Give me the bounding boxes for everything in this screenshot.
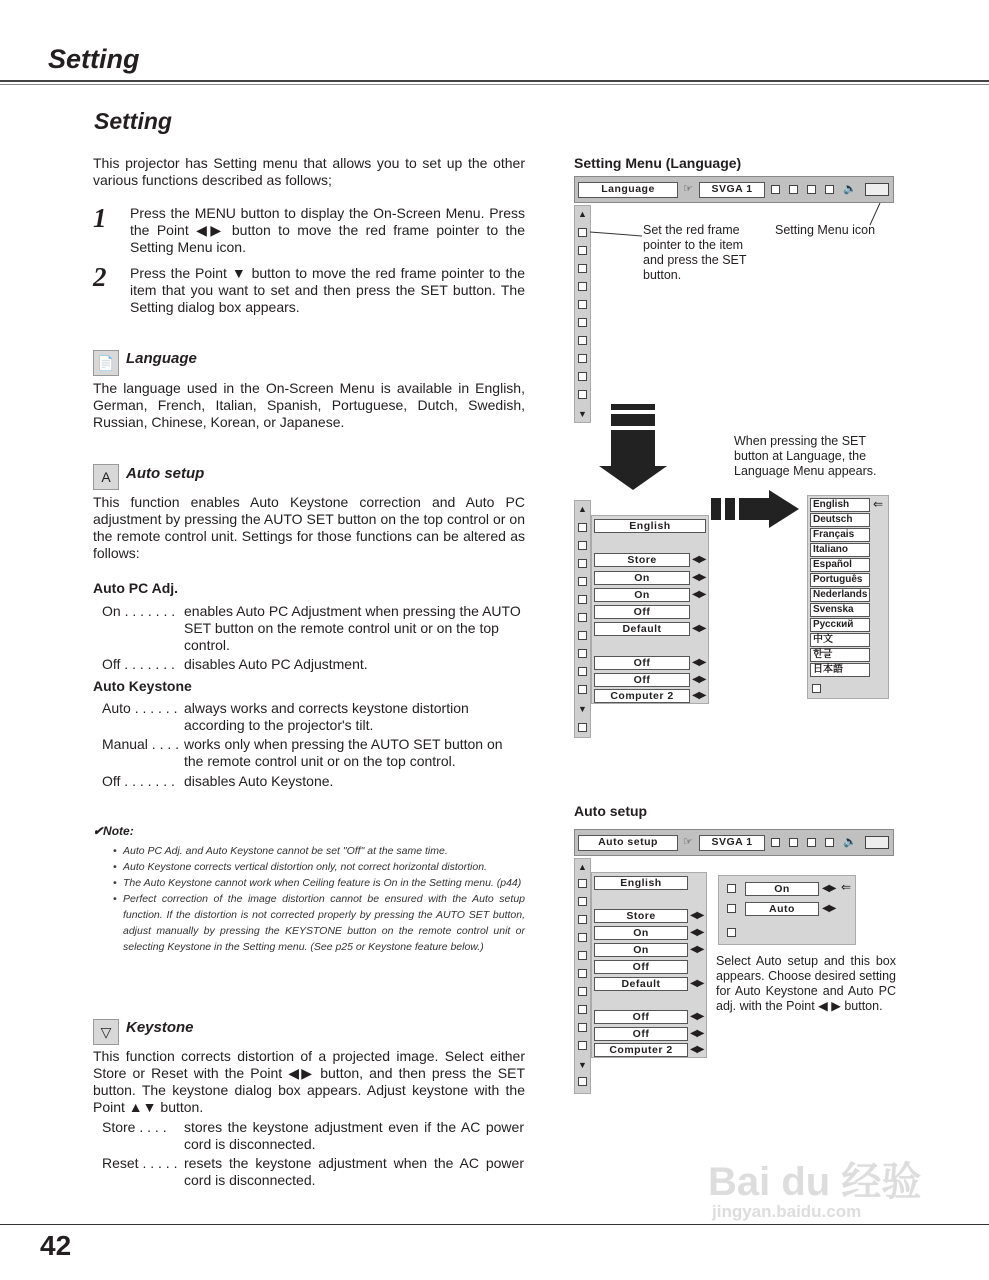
arrow-stripe [725, 498, 735, 520]
note-item: • Auto PC Adj. and Auto Keystone cannot be set "Off" at the same time. [113, 843, 525, 859]
language-option: 中文 [810, 633, 870, 647]
menu-icon [807, 185, 816, 194]
language-option: 日本語 [810, 663, 870, 677]
watermark-brand: Bai du 经验 [708, 1160, 922, 1204]
left-right-arrow-icon: ◀▶ [822, 903, 836, 914]
language-option: Español [810, 558, 870, 572]
left-right-arrow-icon: ◀▶ [692, 623, 706, 634]
language-heading: Language [126, 350, 197, 367]
arrow-shaft [611, 430, 655, 466]
fig1-bar-label: Language [578, 182, 678, 198]
step-2-number: 2 [93, 262, 107, 292]
keystone-icon [727, 904, 736, 913]
left-right-arrow-icon: ◀▶ [690, 927, 704, 938]
menu-icon [578, 390, 587, 399]
step-1-number: 1 [93, 203, 107, 233]
ks-reset-term: Reset . . . . . [102, 1155, 178, 1171]
ks-store-term: Store . . . . [102, 1119, 167, 1135]
menu-icon [771, 185, 780, 194]
menu-icon [578, 723, 587, 732]
menu-icon [578, 951, 587, 960]
menu-icon [578, 933, 587, 942]
fig3-value: Off [594, 960, 688, 974]
keystone-text: This function corrects distortion of a projected image. Select either Store or Reset with the Point ◀▶ button, and then press the SET button. The keystone dialog box appears. Adjust keystone with the Point ▲▼ button. [93, 1048, 525, 1115]
arrow-shaft [739, 498, 769, 520]
menu-icon [578, 667, 587, 676]
note-item: • The Auto Keystone cannot work when Ceiling feature is On in the Setting menu. (p44) [113, 875, 525, 891]
fig3-value: Computer 2 [594, 1043, 688, 1057]
ks-manual-desc: works only when pressing the AUTO SET button on the remote control unit or on the top control. [184, 736, 503, 769]
footer-rule [0, 1224, 989, 1225]
fig3-value: English [594, 876, 688, 890]
fig2-value: Default [594, 622, 690, 636]
exit-icon [812, 684, 821, 693]
menu-icon [578, 336, 587, 345]
left-right-arrow-icon: ◀▶ [692, 657, 706, 668]
menu-icon [578, 282, 587, 291]
fig3-icon-column [574, 858, 591, 1094]
setting-menu-icon [865, 183, 889, 196]
pc-off-term: Off . . . . . . . [102, 656, 175, 672]
sound-icon: 🔈 [843, 836, 857, 848]
language-option: Svenska [810, 603, 870, 617]
ks-off-desc: disables Auto Keystone. [184, 773, 334, 789]
menu-icon [578, 613, 587, 622]
menu-icon [578, 649, 587, 658]
menu-icon [789, 185, 798, 194]
auto-setup-heading: Auto setup [126, 465, 205, 482]
menu-icon [578, 246, 587, 255]
menu-icon [578, 372, 587, 381]
menu-icon [578, 1041, 587, 1050]
fig3-value-panel [591, 872, 707, 1058]
menu-icon [807, 838, 816, 847]
left-right-arrow-icon: ◀▶ [692, 674, 706, 685]
left-right-arrow-icon: ◀▶ [692, 690, 706, 701]
menu-icon [578, 987, 587, 996]
fig3-value: Off [594, 1027, 688, 1041]
menu-icon [578, 879, 587, 888]
auto-keystone-heading: Auto Keystone [93, 678, 192, 694]
menu-icon [578, 915, 587, 924]
fig3-value: On [594, 943, 688, 957]
auto-setup-dialog [718, 875, 856, 945]
arrow-stripe [611, 414, 655, 426]
language-list-panel [807, 495, 889, 699]
fig2-value: On [594, 588, 690, 602]
menu-icon [578, 595, 587, 604]
fig1-menu-bar [574, 176, 894, 203]
menu-icon [771, 838, 780, 847]
right-arrow-head-icon [769, 490, 799, 528]
fig3-bar-label: Auto setup [578, 835, 678, 851]
header-rule [0, 80, 989, 85]
fig3-value: Default [594, 977, 688, 991]
menu-icon [578, 228, 587, 237]
language-option: Italiano [810, 543, 870, 557]
step-2-text: Press the Point ▼ button to move the red frame pointer to the item that you want to set and then press the SET button. The Setting dialog box appears. [130, 265, 525, 315]
menu-icon [578, 1005, 587, 1014]
left-right-arrow-icon: ◀▶ [690, 944, 704, 955]
menu-icon [578, 577, 587, 586]
fig2-caption: When pressing the SET button at Language, the Language Menu appears. [734, 434, 877, 478]
left-right-arrow-icon: ◀▶ [692, 572, 706, 583]
fig3-source-field: SVGA 1 [699, 835, 765, 851]
fig3-caption: Select Auto setup and this box appears. Choose desired setting for Auto Keystone and Auto PC adj. with the Point ◀ ▶ button. [716, 954, 896, 1013]
back-arrow-icon: ⇐ [873, 497, 884, 511]
auto-pc-heading: Auto PC Adj. [93, 580, 179, 596]
fig2-value: English [594, 519, 706, 533]
fig1-hand-icon: ☞ [683, 183, 693, 195]
language-text: The language used in the On-Screen Menu is available in English, German, French, Italian, Spanish, Portuguese, Dutch, Swedish, Russian, Chinese, Korean, or Japanese. [93, 380, 525, 430]
fig2-value: Off [594, 656, 690, 670]
menu-icon [789, 838, 798, 847]
up-arrow-icon: ▲ [578, 209, 587, 219]
pc-on-term: On . . . . . . . [102, 603, 176, 619]
language-option: Pусский [810, 618, 870, 632]
menu-icon [578, 318, 587, 327]
page-header-title: Setting [48, 44, 140, 74]
fig2-icon-column [574, 500, 591, 738]
pc-on-desc: enables Auto PC Adjustment when pressing the AUTO SET button on the remote control unit or on the top control. [184, 603, 521, 653]
left-right-arrow-icon: ◀▶ [690, 1011, 704, 1022]
up-arrow-icon: ▲ [578, 862, 587, 872]
note-label: ✔Note: [93, 824, 134, 838]
fig1-source-field: SVGA 1 [699, 182, 765, 198]
menu-icon [578, 523, 587, 532]
menu-icon [578, 969, 587, 978]
menu-icon [825, 838, 834, 847]
ks-auto-desc: always works and corrects keystone distortion according to the projector's tilt. [184, 700, 469, 733]
fig2-value: Store [594, 553, 690, 567]
down-arrow-icon: ▼ [578, 704, 587, 714]
ks-manual-term: Manual . . . . [102, 736, 180, 752]
arrow-stripe [611, 404, 655, 410]
back-arrow-icon: ⇐ [841, 880, 852, 894]
fig2-value: On [594, 571, 690, 585]
step-1-text: Press the MENU button to display the On-Screen Menu. Press the Point ◀▶ button to move the red frame pointer to the Setting Menu icon. [130, 205, 525, 255]
language-option: Nederlands [810, 588, 870, 602]
down-arrow-head-icon [599, 466, 667, 490]
language-option: 한글 [810, 648, 870, 662]
up-arrow-icon: ▲ [578, 504, 587, 514]
intro-text: This projector has Setting menu that allows you to set up the other various functions described as follows; [93, 155, 525, 188]
pc-off-desc: disables Auto PC Adjustment. [184, 656, 368, 672]
left-right-arrow-icon: ◀▶ [690, 1028, 704, 1039]
fig1-icon-column [574, 205, 591, 423]
menu-icon [578, 300, 587, 309]
fig3-menu-bar [574, 829, 894, 856]
section-title: Setting [94, 108, 172, 134]
fig3-hand-icon: ☞ [683, 836, 693, 848]
auto-setup-icon: A [93, 464, 119, 490]
fig3-value: Off [594, 1010, 688, 1024]
keystone-icon: ▽ [93, 1019, 119, 1045]
menu-icon [578, 1023, 587, 1032]
ks-store-desc: stores the keystone adjustment even if the AC power cord is disconnected. [184, 1119, 524, 1152]
keystone-heading: Keystone [126, 1019, 194, 1036]
menu-icon [578, 897, 587, 906]
menu-icon [578, 541, 587, 550]
fig3-title: Auto setup [574, 803, 648, 819]
language-option: Português [810, 573, 870, 587]
left-right-arrow-icon: ◀▶ [692, 589, 706, 600]
auto-pc-icon [727, 884, 736, 893]
language-icon: 📄 [93, 350, 119, 376]
auto-keystone-value: Auto [745, 902, 819, 916]
exit-icon [727, 928, 736, 937]
language-option: Français [810, 528, 870, 542]
watermark-url: jingyan.baidu.com [712, 1202, 862, 1221]
ks-auto-term: Auto . . . . . . [102, 700, 178, 716]
setting-menu-icon [865, 836, 889, 849]
menu-icon [578, 559, 587, 568]
sound-icon: 🔈 [843, 183, 857, 195]
menu-icon [578, 1077, 587, 1086]
menu-icon [578, 631, 587, 640]
down-arrow-icon: ▼ [578, 409, 587, 419]
fig2-value: Computer 2 [594, 689, 690, 703]
fig1-caption-left: Set the red frame pointer to the item and press the SET button. [643, 223, 747, 282]
auto-setup-text: This function enables Auto Keystone correction and Auto PC adjustment by pressing the AUTO SET button on the top control or on the remote control unit. Settings for those functions can be altered as follows: [93, 494, 525, 561]
down-arrow-icon: ▼ [578, 1060, 587, 1070]
left-right-arrow-icon: ◀▶ [690, 910, 704, 921]
auto-pc-value: On [745, 882, 819, 896]
page-number: 42 [40, 1230, 72, 1261]
language-option: Deutsch [810, 513, 870, 527]
note-list [113, 843, 525, 955]
menu-icon [825, 185, 834, 194]
left-right-arrow-icon: ◀▶ [690, 978, 704, 989]
language-option: English [810, 498, 870, 512]
ks-reset-desc: resets the keystone adjustment when the AC power cord is disconnected. [184, 1155, 524, 1188]
fig2-value: Off [594, 605, 690, 619]
fig2-value: Off [594, 673, 690, 687]
note-item: • Perfect correction of the image distortion cannot be ensured with the Auto setup function. If the distortion is not corrected properly by pressing the AUTO SET button, adjust manually by pressing the KEYSTONE button on the remote control unit or selecting Keystone in the Setting menu. (See p25 or Keystone feature below.) [113, 891, 525, 955]
fig1-caption-right: Setting Menu icon [775, 223, 876, 237]
menu-icon [578, 685, 587, 694]
arrow-stripe [711, 498, 721, 520]
menu-icon [578, 354, 587, 363]
fig3-value: Store [594, 909, 688, 923]
left-right-arrow-icon: ◀▶ [690, 1044, 704, 1055]
fig1-title: Setting Menu (Language) [574, 155, 742, 171]
note-item: • Auto Keystone corrects vertical distortion only, not correct horizontal distortion. [113, 859, 525, 875]
ks-off-term: Off . . . . . . . [102, 773, 175, 789]
left-right-arrow-icon: ◀▶ [822, 883, 836, 894]
left-right-arrow-icon: ◀▶ [692, 554, 706, 565]
fig2-value-panel [591, 515, 709, 704]
menu-icon [578, 264, 587, 273]
fig3-value: On [594, 926, 688, 940]
